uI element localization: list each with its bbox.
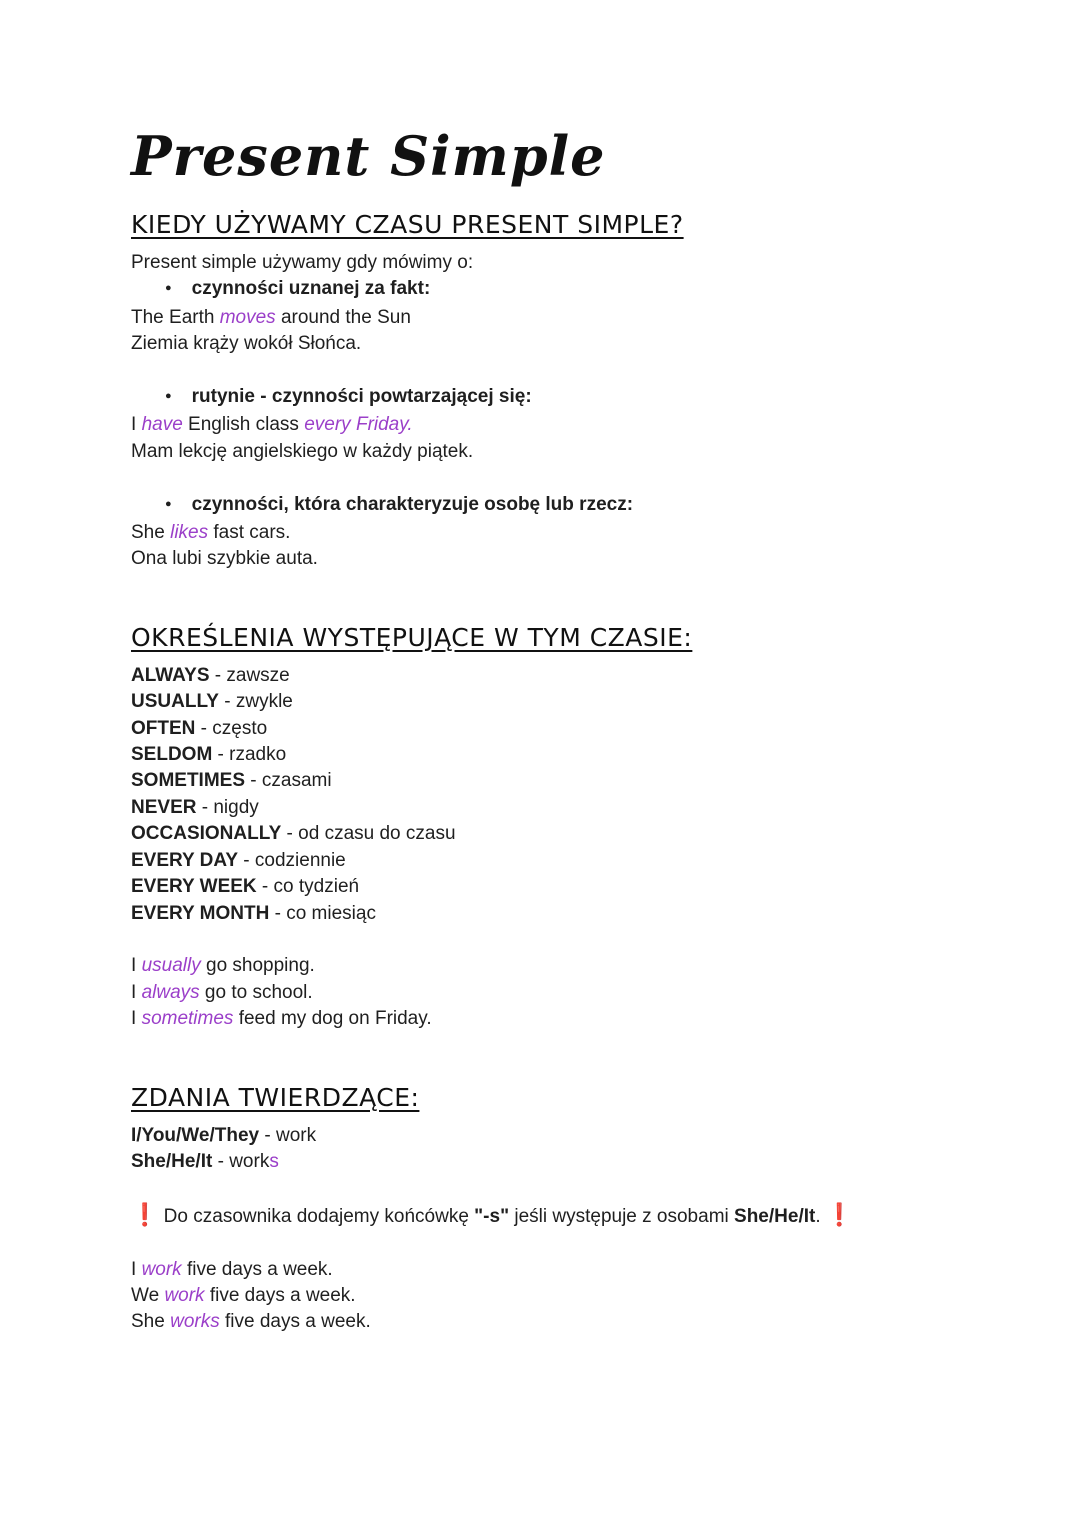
- example-text: The Earth: [131, 306, 220, 328]
- example-text: English class: [182, 414, 305, 436]
- form-dash: -: [212, 1150, 230, 1172]
- verb-form-row: [131, 1123, 1031, 1149]
- usage-translation-characteristic: Ona lubi szybkie auta.: [131, 548, 318, 570]
- document-page: [131, 120, 1031, 1336]
- spacer: [131, 465, 1031, 491]
- verb-form: work: [275, 1124, 317, 1146]
- spacer: [131, 927, 1031, 953]
- note-text: jeśli występuje z osobami: [509, 1205, 735, 1227]
- spacer: [131, 1033, 1031, 1083]
- example-text: go shopping.: [200, 955, 315, 977]
- time-expression-list: [131, 663, 1031, 927]
- usage-example-routine: [131, 412, 1031, 438]
- term-meaning: - co tydzień: [256, 876, 360, 898]
- subject-group: I/You/We/They: [131, 1124, 260, 1146]
- term-meaning: - zwykle: [218, 691, 293, 713]
- term-word: EVERY WEEK: [131, 876, 257, 898]
- term-meaning: - nigdy: [196, 796, 259, 818]
- list-item: [131, 848, 1031, 874]
- term-word: EVERY MONTH: [131, 902, 270, 924]
- list-item: [131, 795, 1031, 821]
- adverb-example: [131, 980, 1031, 1006]
- spacer: [131, 1230, 1031, 1256]
- list-item: [131, 663, 1031, 689]
- section-heading-affirmative: ZDANIA TWIERDZĄCE:: [131, 1082, 420, 1112]
- example-text: I: [131, 955, 142, 977]
- highlighted-time-expression: every Friday.: [304, 414, 413, 436]
- verb-form-row: [131, 1149, 1031, 1175]
- page-title: Present Simple: [131, 124, 606, 188]
- note-text: .: [815, 1205, 826, 1227]
- usage-translation-routine: Mam lekcję angielskiego w każdy piątek.: [131, 440, 474, 462]
- form-dash: -: [259, 1124, 276, 1146]
- note-persons: She/He/It: [734, 1205, 816, 1227]
- term-word: NEVER: [131, 796, 197, 818]
- section-heading-time-expressions: OKREŚLENIA WYSTĘPUJĄCE W TYM CZASIE:: [131, 622, 693, 652]
- list-item: [131, 874, 1031, 900]
- list-item: [131, 689, 1031, 715]
- example-text: go to school.: [199, 981, 313, 1003]
- term-word: OFTEN: [131, 717, 196, 739]
- example-text: around the Sun: [275, 306, 411, 328]
- term-word: SELDOM: [131, 744, 213, 766]
- term-word: EVERY DAY: [131, 849, 239, 871]
- highlighted-adverb: sometimes: [141, 1008, 234, 1030]
- highlighted-adverb: always: [141, 981, 200, 1003]
- list-item: [131, 821, 1031, 847]
- exclamation-icon: ❗: [131, 1201, 159, 1227]
- affirmative-example: [131, 1283, 1031, 1309]
- example-text: five days a week.: [219, 1311, 371, 1333]
- example-text: She: [131, 522, 171, 544]
- verb-form: work: [229, 1150, 270, 1172]
- example-text: I: [131, 414, 142, 436]
- note-ending: "-s": [474, 1205, 510, 1227]
- term-word: OCCASIONALLY: [131, 823, 282, 845]
- example-text: I: [131, 1258, 142, 1280]
- list-item: [131, 901, 1031, 927]
- example-text: five days a week.: [204, 1284, 356, 1306]
- verb-suffix: s: [269, 1150, 279, 1172]
- highlighted-verb: likes: [170, 522, 209, 544]
- affirmative-example: [131, 1257, 1031, 1283]
- spacer: [131, 573, 1031, 623]
- term-meaning: - czasami: [245, 770, 332, 792]
- exclamation-icon: ❗: [825, 1201, 854, 1227]
- list-item: [131, 768, 1031, 794]
- highlighted-verb: moves: [219, 306, 276, 328]
- usage-intro: Present simple używamy gdy mówimy o:: [131, 252, 474, 273]
- example-text: I: [131, 981, 142, 1003]
- term-word: SOMETIMES: [131, 770, 246, 792]
- term-meaning: - często: [195, 717, 268, 739]
- example-text: We: [131, 1284, 165, 1306]
- affirmative-example: [131, 1309, 1031, 1335]
- note-text: Do czasownika dodajemy końcówkę: [158, 1205, 475, 1227]
- highlighted-verb: work: [164, 1284, 205, 1306]
- usage-translation-fact: Ziemia krąży wokół Słońca.: [131, 333, 362, 355]
- highlighted-verb: work: [141, 1258, 182, 1280]
- example-text: I: [131, 1008, 142, 1030]
- usage-example-fact: [131, 305, 1031, 331]
- example-text: feed my dog on Friday.: [233, 1008, 432, 1030]
- subject-group: She/He/It: [131, 1150, 213, 1172]
- section-heading-usage: KIEDY UŻYWAMY CZASU PRESENT SIMPLE?: [131, 210, 684, 239]
- spacer: [131, 1175, 1031, 1201]
- example-text: She: [131, 1311, 171, 1333]
- term-meaning: - od czasu do czasu: [281, 823, 456, 845]
- term-word: USUALLY: [131, 691, 219, 713]
- highlighted-adverb: usually: [141, 955, 201, 977]
- list-item: [131, 742, 1031, 768]
- usage-bullet-routine: ● rutynie - czynności powtarzającej się:: [131, 384, 1031, 412]
- usage-example-characteristic: [131, 520, 1031, 546]
- example-text: fast cars.: [208, 522, 291, 544]
- usage-bullet-characteristic: ● czynności, która charakteryzuje osobę lub rzecz:: [131, 492, 1031, 520]
- highlighted-verb: have: [141, 414, 183, 436]
- example-text: five days a week.: [181, 1258, 333, 1280]
- highlighted-verb: works: [170, 1311, 220, 1333]
- adverb-example: [131, 953, 1031, 979]
- term-meaning: - rzadko: [212, 744, 287, 766]
- adverb-example: [131, 1006, 1031, 1032]
- term-meaning: - co miesiąc: [269, 902, 376, 924]
- usage-bullet-fact: ● czynności uznanej za fakt:: [131, 276, 1031, 304]
- spacer: [131, 358, 1031, 384]
- list-item: [131, 716, 1031, 742]
- term-meaning: - codziennie: [238, 849, 346, 871]
- rule-note: [131, 1202, 1031, 1230]
- term-meaning: - zawsze: [209, 664, 290, 686]
- term-word: ALWAYS: [131, 664, 210, 686]
